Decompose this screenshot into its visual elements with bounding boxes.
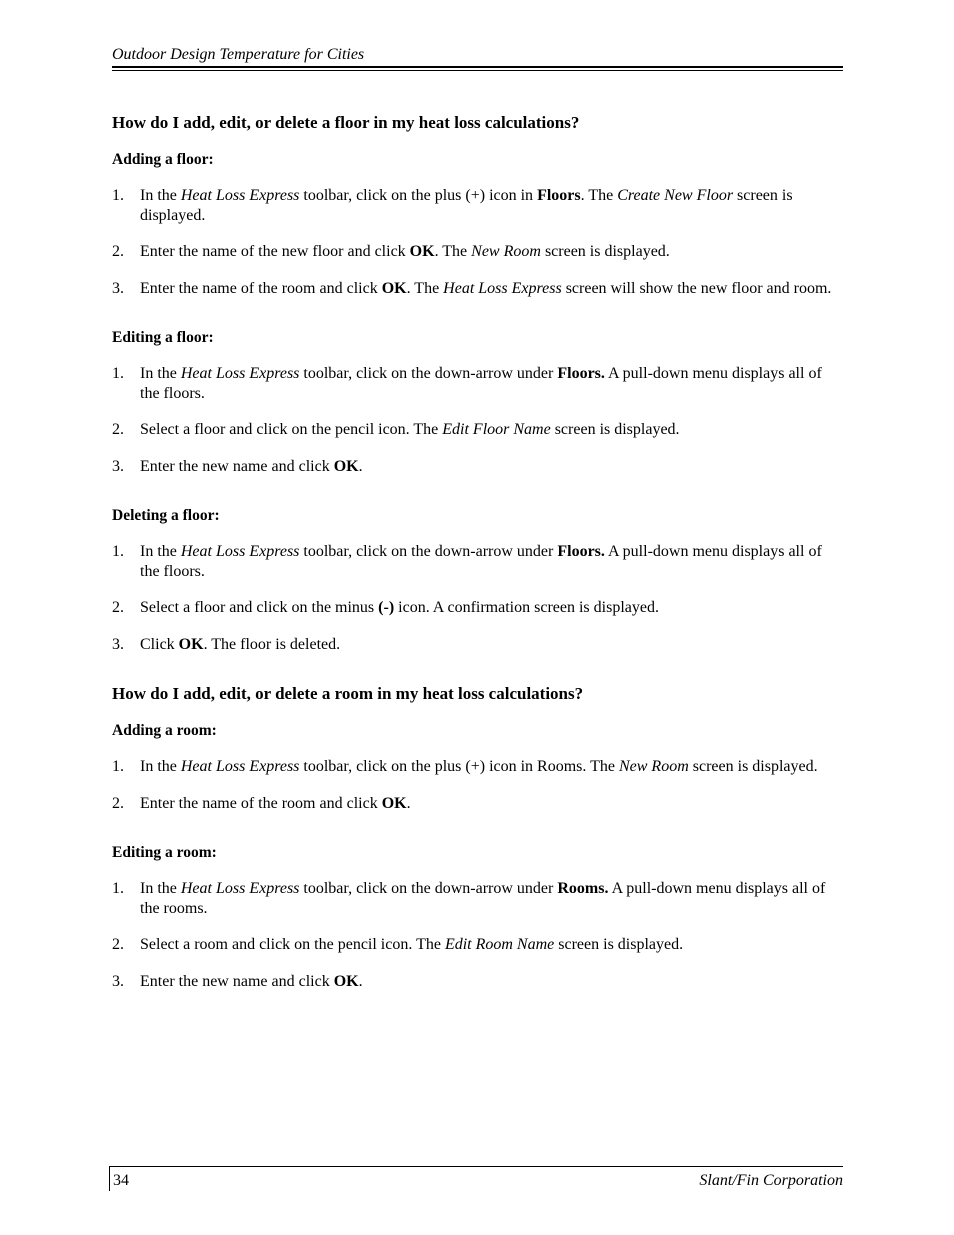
italic-text: Create New Floor xyxy=(617,187,734,204)
step-text: A pull-down menu displays all of the rooms. xyxy=(140,880,826,917)
step-item xyxy=(112,635,843,655)
step-text: screen is displayed. xyxy=(550,421,680,438)
step-text: screen is displayed. xyxy=(554,936,684,953)
page-number: 34 xyxy=(113,1172,129,1189)
step-number: 1. xyxy=(112,758,124,775)
bold-text: Floors xyxy=(537,187,581,204)
company-name: Slant/Fin Corporation xyxy=(699,1172,843,1189)
step-text: . xyxy=(406,794,411,812)
step-text: . The xyxy=(406,279,444,297)
step-text: Select a room and click on the pencil icon. The xyxy=(140,936,445,953)
step-text: Select a floor and click on the minus xyxy=(140,599,379,616)
section-question: How do I add, edit, or delete a room in my heat loss calculations? xyxy=(112,684,584,703)
step-text: Enter the new name and click xyxy=(140,972,334,990)
step-text: screen will show the new floor and room. xyxy=(561,279,832,297)
step-text: icon. A confirmation screen is displayed. xyxy=(394,599,659,616)
step-text: screen is displayed. xyxy=(140,187,793,224)
document-body xyxy=(112,113,843,1021)
subsection-heading: Editing a room: xyxy=(112,844,217,861)
step-text: Enter the name of the new floor and click xyxy=(140,243,410,260)
step-item xyxy=(112,794,843,814)
italic-text: Heat Loss Express xyxy=(180,365,300,382)
step-text: . The floor is deleted. xyxy=(203,635,341,653)
section-question: How do I add, edit, or delete a floor in my heat loss calculations? xyxy=(112,113,580,132)
step-number: 3. xyxy=(112,457,124,475)
bold-text: (-) xyxy=(378,599,395,616)
step-text: toolbar, click on the down-arrow under xyxy=(299,365,558,382)
step-list xyxy=(112,364,843,476)
step-list xyxy=(112,879,843,991)
step-number: 1. xyxy=(112,880,124,897)
italic-text: Edit Floor Name xyxy=(442,421,551,438)
step-number: 1. xyxy=(112,365,124,382)
header-title: Outdoor Design Temperature for Cities xyxy=(112,46,365,63)
step-list xyxy=(112,757,843,813)
subsection-heading: Adding a room: xyxy=(112,722,217,739)
header-rule-thick xyxy=(112,66,843,68)
step-text: toolbar, click on the plus (+) icon in Rooms. The xyxy=(299,758,619,775)
step-number: 2. xyxy=(112,421,124,438)
bold-text: Floors. xyxy=(557,543,605,560)
step-text: . xyxy=(358,457,363,475)
italic-text: New Room xyxy=(471,243,541,260)
italic-text: Heat Loss Express xyxy=(443,279,562,297)
step-text: toolbar, click on the down-arrow under xyxy=(299,880,558,897)
step-number: 3. xyxy=(112,279,124,297)
step-text: Enter the name of the room and click xyxy=(140,279,382,297)
step-item xyxy=(112,598,843,618)
step-text: Enter the name of the room and click xyxy=(140,794,382,812)
italic-text: Heat Loss Express xyxy=(180,758,300,775)
bold-text: OK xyxy=(178,635,204,653)
step-item xyxy=(112,972,843,992)
bold-text: OK xyxy=(333,972,359,990)
step-text: In the xyxy=(140,365,181,382)
subsection-heading: Deleting a floor: xyxy=(112,507,220,524)
step-text: Enter the new name and click xyxy=(140,457,334,475)
bold-text: OK xyxy=(409,243,435,260)
step-number: 1. xyxy=(112,543,124,560)
step-item xyxy=(112,935,843,955)
step-item xyxy=(112,542,843,581)
step-text: In the xyxy=(140,758,181,775)
page-header xyxy=(112,45,843,71)
bold-text: OK xyxy=(381,794,407,812)
italic-text: Heat Loss Express xyxy=(180,187,300,204)
step-number: 3. xyxy=(112,635,124,653)
italic-text: New Room xyxy=(618,758,689,775)
step-text: A pull-down menu displays all of the floors. xyxy=(140,365,822,402)
step-list xyxy=(112,542,843,654)
step-text: . The xyxy=(434,243,472,260)
step-text: In the xyxy=(140,543,181,560)
italic-text: Edit Room Name xyxy=(444,936,555,953)
step-list xyxy=(112,186,843,298)
step-item xyxy=(112,457,843,477)
step-number: 2. xyxy=(112,243,124,260)
page-footer xyxy=(109,1166,843,1191)
header-rule-thin xyxy=(112,70,843,71)
step-item xyxy=(112,242,843,262)
step-text: Click xyxy=(140,635,179,653)
step-text: screen is displayed. xyxy=(688,758,818,775)
step-text: screen is displayed. xyxy=(540,243,670,260)
step-number: 2. xyxy=(112,936,124,953)
step-text: . xyxy=(358,972,363,990)
bold-text: Rooms. xyxy=(557,880,609,897)
step-text: A pull-down menu displays all of the floors. xyxy=(140,543,822,580)
bold-text: Floors. xyxy=(557,365,605,382)
bold-text: OK xyxy=(381,279,407,297)
step-number: 2. xyxy=(112,794,124,812)
subsection-heading: Editing a floor: xyxy=(112,329,214,346)
step-item xyxy=(112,186,843,225)
italic-text: Heat Loss Express xyxy=(180,543,300,560)
step-item xyxy=(112,879,843,918)
step-number: 2. xyxy=(112,599,124,616)
step-text: toolbar, click on the plus (+) icon in xyxy=(299,187,538,204)
step-text: toolbar, click on the down-arrow under xyxy=(299,543,558,560)
step-number: 3. xyxy=(112,972,124,990)
subsection-heading: Adding a floor: xyxy=(112,151,214,168)
step-item xyxy=(112,364,843,403)
step-text: In the xyxy=(140,187,181,204)
step-text: In the xyxy=(140,880,181,897)
step-number: 1. xyxy=(112,187,124,204)
step-text: Select a floor and click on the pencil icon. The xyxy=(140,421,443,438)
step-item xyxy=(112,757,843,777)
step-item xyxy=(112,420,843,440)
bold-text: OK xyxy=(333,457,359,475)
step-text: . The xyxy=(580,187,618,204)
italic-text: Heat Loss Express xyxy=(180,880,300,897)
step-item xyxy=(112,279,843,299)
